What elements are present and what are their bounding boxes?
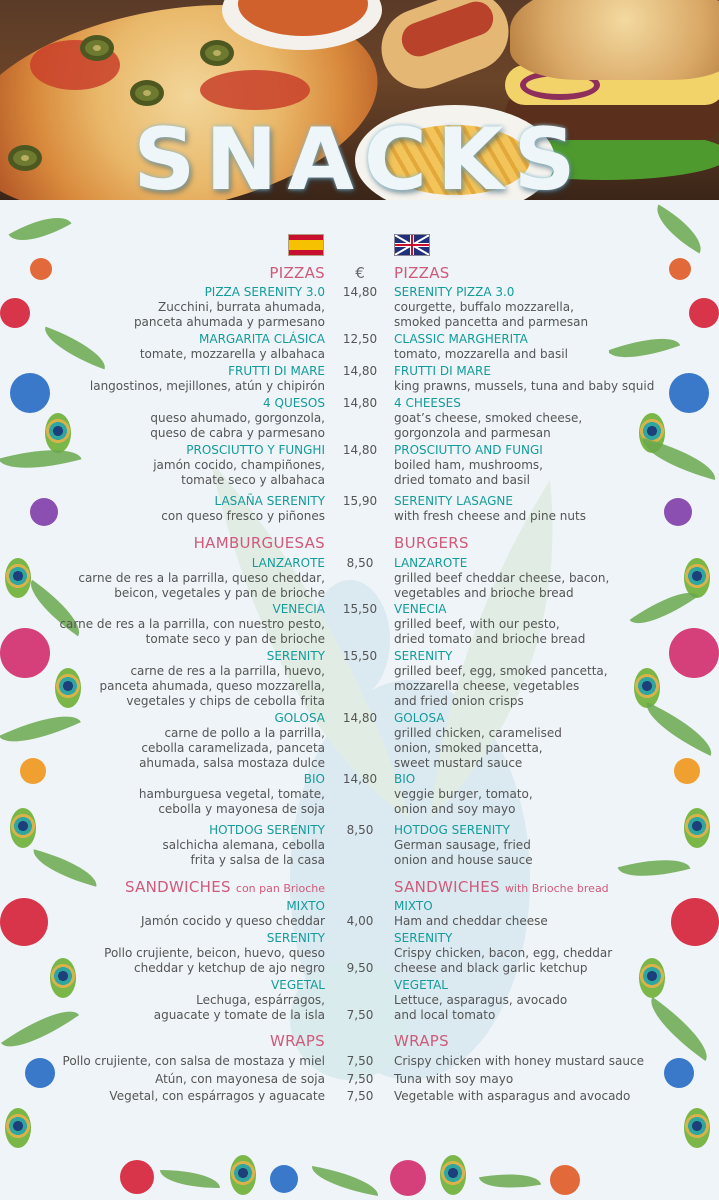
item-name-es: GOLOSA [274, 711, 325, 725]
item-desc-es: Zucchini, burrata ahumada, [157, 300, 325, 314]
item-price: 14,80 [342, 285, 378, 299]
item-name-en: HOTDOG SERENITY [394, 823, 510, 837]
item-price: 14,80 [342, 711, 378, 725]
item-name-es: SERENITY [266, 649, 325, 663]
item-desc-en: onion and house sauce [394, 853, 533, 867]
item-desc-en: and local tomato [394, 1008, 496, 1022]
item-desc-es: queso ahumado, gorgonzola, [150, 411, 325, 425]
item-name-es: BIO [303, 772, 325, 786]
item-name-en: SERENITY PIZZA 3.0 [394, 285, 515, 299]
item-desc-es: hamburguesa vegetal, tomate, [138, 787, 325, 801]
section-title-text: SANDWICHES [394, 878, 500, 896]
item-desc-es: carne de pollo a la parrilla, [164, 726, 325, 740]
section-subtitle: con pan Brioche [235, 882, 325, 895]
item-name-es: 4 QUESOS [263, 396, 325, 410]
wrap-item-en: Crispy chicken with honey mustard sauce [394, 1054, 644, 1068]
page-title: SNACKS [133, 110, 586, 200]
item-desc-en: and fried onion crisps [394, 694, 524, 708]
item-price: 7,50 [346, 1072, 374, 1086]
item-name-en: SERENITY [394, 649, 453, 663]
section-title-sandwiches-en [394, 877, 609, 896]
spanish-flag-icon [288, 234, 324, 256]
item-desc-en: grilled chicken, caramelised [394, 726, 562, 740]
section-subtitle: with Brioche bread [504, 882, 609, 895]
wrap-item-en: Tuna with soy mayo [394, 1072, 514, 1086]
item-name-en: VENECIA [394, 602, 447, 616]
item-desc-es: cebolla y mayonesa de soja [158, 802, 325, 816]
item-price: 8,50 [346, 556, 374, 570]
item-desc-en: German sausage, fried [394, 838, 531, 852]
section-title-sandwiches-es [125, 877, 325, 896]
item-desc-en: Ham and cheddar cheese [394, 914, 548, 928]
item-desc-en: vegetables and brioche bread [394, 586, 574, 600]
section-title-burgers-en: BURGERS [394, 534, 469, 552]
item-desc-es: ahumada, salsa mostaza dulce [139, 756, 325, 770]
item-name-es: PROSCIUTTO Y FUNGHI [186, 443, 325, 457]
item-price: 9,50 [346, 961, 374, 975]
item-name-en: GOLOSA [394, 711, 445, 725]
item-price: 7,50 [346, 1089, 374, 1103]
item-price: 4,00 [346, 914, 374, 928]
wrap-item-es: Atún, con mayonesa de soja [155, 1072, 325, 1086]
item-desc-en: boiled ham, mushrooms, [394, 458, 543, 472]
item-desc-en: grilled beef cheddar cheese, bacon, [394, 571, 610, 585]
item-name-es: LASAÑA SERENITY [214, 494, 325, 508]
item-name-es: VEGETAL [271, 978, 325, 992]
item-desc-en: dried tomato and basil [394, 473, 530, 487]
item-price: 15,90 [342, 494, 378, 508]
item-name-en: LANZAROTE [394, 556, 468, 570]
item-name-en: CLASSIC MARGHERITA [394, 332, 528, 346]
item-desc-es: carne de res a la parrilla, queso cheddar, [78, 571, 325, 585]
item-desc-en: sweet mustard sauce [394, 756, 523, 770]
item-desc-es: panceta ahumada y parmesano [133, 315, 325, 329]
item-name-en: 4 CHEESES [394, 396, 461, 410]
item-desc-es: tomate seco y pan de brioche [145, 632, 325, 646]
item-desc-es: tomate seco y albahaca [181, 473, 325, 487]
item-desc-en: dried tomato and brioche bread [394, 632, 586, 646]
item-desc-en: Lettuce, asparagus, avocado [394, 993, 568, 1007]
item-name-en: BIO [394, 772, 416, 786]
item-name-es: HOTDOG SERENITY [209, 823, 325, 837]
item-price: 14,80 [342, 396, 378, 410]
item-name-es: MARGARITA CLÁSICA [199, 332, 325, 346]
section-title-wraps-es: WRAPS [270, 1032, 325, 1050]
wrap-item-es: Vegetal, con espárragos y aguacate [109, 1089, 325, 1103]
item-desc-es: con queso fresco y piñones [161, 509, 325, 523]
wrap-item-en: Vegetable with asparagus and avocado [394, 1089, 631, 1103]
item-desc-en: courgette, buffalo mozzarella, [394, 300, 574, 314]
currency-header: € [355, 264, 365, 282]
item-desc-en: grilled beef, with our pesto, [394, 617, 560, 631]
item-name-es: VENECIA [272, 602, 325, 616]
item-price: 12,50 [342, 332, 378, 346]
item-name-es: MIXTO [286, 899, 325, 913]
item-desc-es: Jamón cocido y queso cheddar [140, 914, 325, 928]
item-name-es: FRUTTI DI MARE [228, 364, 325, 378]
item-desc-es: aguacate y tomate de la isla [153, 1008, 325, 1022]
item-name-en: SERENITY LASAGNE [394, 494, 513, 508]
section-title-pizzas-es: PIZZAS [269, 264, 325, 282]
item-desc-es: frita y salsa de la casa [190, 853, 325, 867]
item-desc-en: goat’s cheese, smoked cheese, [394, 411, 583, 425]
item-desc-en: cheese and black garlic ketchup [394, 961, 588, 975]
section-title-text: SANDWICHES [124, 878, 231, 896]
item-desc-en: gorgonzola and parmesan [394, 426, 551, 440]
item-name-es: LANZAROTE [251, 556, 325, 570]
item-price: 8,50 [346, 823, 374, 837]
item-name-es: PIZZA SERENITY 3.0 [204, 285, 325, 299]
item-name-es: SERENITY [266, 931, 325, 945]
wrap-item-es: Pollo crujiente, con salsa de mostaza y miel [62, 1054, 325, 1068]
item-desc-es: queso de cabra y parmesano [150, 426, 325, 440]
item-desc-en: veggie burger, tomato, [394, 787, 533, 801]
item-desc-en: king prawns, mussels, tuna and baby squid [394, 379, 655, 393]
uk-flag-icon [394, 234, 430, 256]
item-name-en: FRUTTI DI MARE [394, 364, 491, 378]
item-price: 7,50 [346, 1054, 374, 1068]
item-price: 14,80 [342, 364, 378, 378]
item-desc-es: cebolla caramelizada, panceta [141, 741, 325, 755]
item-price: 7,50 [346, 1008, 374, 1022]
item-price: 15,50 [342, 649, 378, 663]
item-desc-es: carne de res a la parrilla, huevo, [130, 664, 325, 678]
item-desc-en: with fresh cheese and pine nuts [394, 509, 586, 523]
item-desc-es: cheddar y ketchup de ajo negro [134, 961, 325, 975]
item-name-en: PROSCIUTTO AND FUNGI [394, 443, 543, 457]
item-desc-es: langostinos, mejillones, atún y chipirón [89, 379, 325, 393]
item-desc-es: tomate, mozzarella y albahaca [139, 347, 325, 361]
item-desc-es: vegetales y chips de cebolla frita [126, 694, 325, 708]
item-desc-es: Pollo crujiente, beicon, huevo, queso [104, 946, 325, 960]
item-desc-en: mozzarella cheese, vegetables [394, 679, 580, 693]
item-desc-es: jamón cocido, champiñones, [153, 458, 325, 472]
item-desc-en: onion and soy mayo [394, 802, 516, 816]
item-price: 15,50 [342, 602, 378, 616]
item-price: 14,80 [342, 772, 378, 786]
section-title-burgers-es: HAMBURGUESAS [193, 534, 325, 552]
item-name-en: SERENITY [394, 931, 453, 945]
item-desc-en: grilled beef, egg, smoked pancetta, [394, 664, 608, 678]
item-desc-en: tomato, mozzarella and basil [394, 347, 568, 361]
section-title-wraps-en: WRAPS [394, 1032, 449, 1050]
item-desc-es: salchicha alemana, cebolla [162, 838, 325, 852]
item-desc-en: smoked pancetta and parmesan [394, 315, 589, 329]
item-desc-en: Crispy chicken, bacon, egg, cheddar [394, 946, 613, 960]
item-desc-es: Lechuga, espárragos, [196, 993, 325, 1007]
item-desc-en: onion, smoked pancetta, [394, 741, 543, 755]
item-name-en: MIXTO [394, 899, 433, 913]
item-price: 14,80 [342, 443, 378, 457]
item-desc-es: beicon, vegetales y pan de brioche [114, 586, 325, 600]
section-title-pizzas-en: PIZZAS [394, 264, 450, 282]
item-desc-es: panceta ahumada, queso mozzarella, [99, 679, 325, 693]
item-desc-es: carne de res a la parrilla, con nuestro pesto, [59, 617, 325, 631]
item-name-en: VEGETAL [394, 978, 448, 992]
